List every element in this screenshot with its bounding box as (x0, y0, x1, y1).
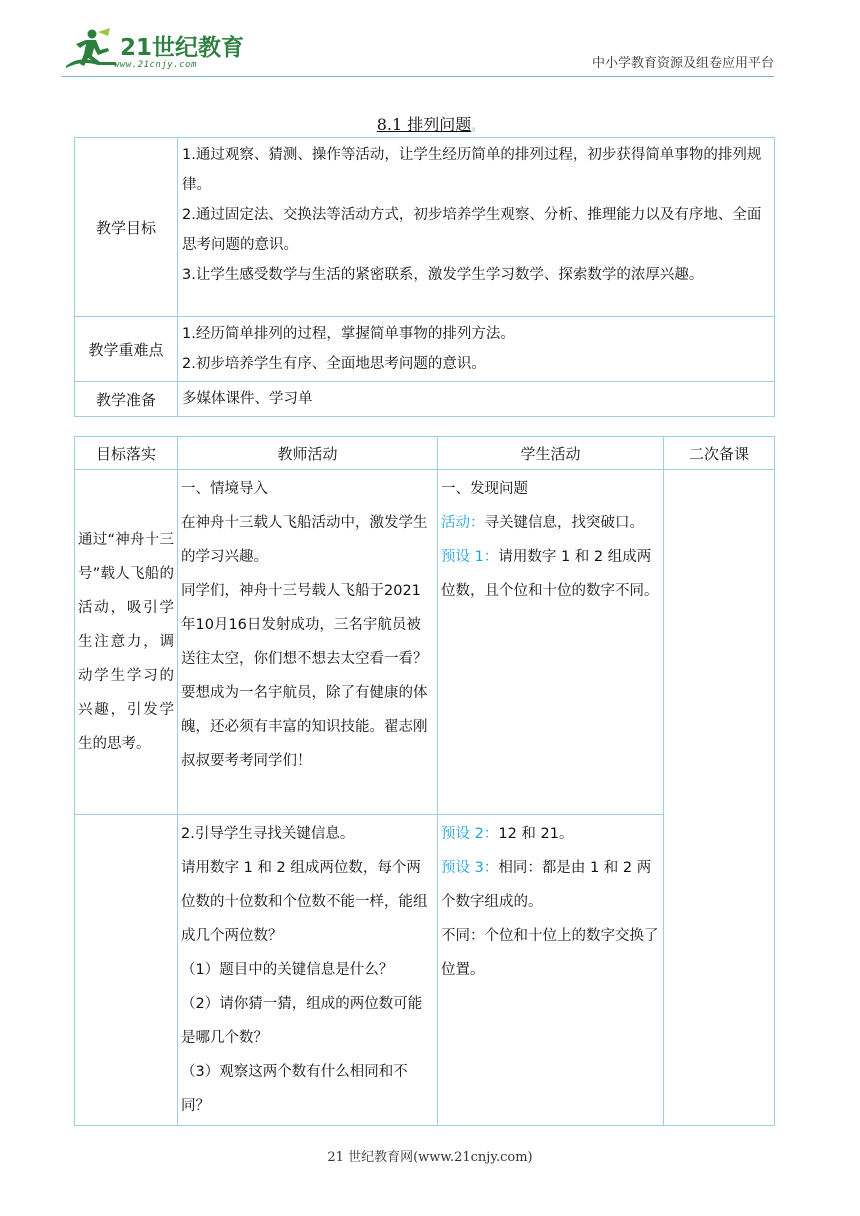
student-text: 不同：个位和十位上的数字交换了位置。 (441, 928, 659, 978)
teacher-heading: 一、情境导入 (181, 481, 268, 497)
page-header (0, 0, 860, 80)
key-points-label: 教学重难点 (75, 317, 178, 382)
platform-name: 中小学教育资源及组卷应用平台 (591, 56, 774, 71)
preparation-item: 多媒体课件、学习单 (182, 391, 313, 407)
objectives-table (74, 137, 775, 417)
title-mark: 。 (471, 119, 484, 133)
preset-text: 12 和 21。 (498, 826, 574, 842)
preset-text: 请用数字 1 和 2 组成两位数，且个位和十位的数字不同。 (441, 549, 659, 599)
student-heading: 一、发现问题 (441, 481, 528, 497)
student-activity (441, 506, 660, 540)
teacher-cell (178, 815, 438, 1126)
student-preset (441, 851, 660, 919)
preset-tag: 预设 2： (441, 826, 499, 842)
logo-text: 21世纪教育 (120, 35, 245, 61)
goal-cell (75, 470, 178, 815)
column-header-student: 学生活动 (438, 437, 664, 470)
preparation-label: 教学准备 (75, 382, 178, 417)
activity-text: 寻关键信息，找突破口。 (484, 515, 644, 531)
student-preset (441, 817, 660, 851)
teacher-text: 请用数字 1 和 2 组成两位数，每个两位数的十位数和个位数不能一样，能组成几个两位数？ (181, 860, 428, 944)
teacher-question: （3）观察这两个数有什么相同和不同？ (181, 1064, 408, 1114)
notes-cell (664, 470, 775, 1126)
header-divider (62, 76, 774, 77)
objectives-row (75, 138, 775, 317)
logo-url: www.21cnjy.com (114, 60, 197, 70)
student-preset (441, 540, 660, 608)
objective-item: 1.通过观察、猜测、操作等活动，让学生经历简单的排列过程，初步获得简单事物的排列规律。 (182, 147, 762, 193)
activity-tag: 活动： (441, 515, 485, 531)
goal-text: 通过“神舟十三号”载人飞船的活动，吸引学生注意力，调动学生学习的兴趣，引发学生的思考。 (78, 532, 174, 752)
teacher-question: （2）请你猜一猜，组成的两位数可能是哪几个数？ (181, 996, 423, 1046)
objective-item: 3.让学生感受数学与生活的紧密联系，激发学生学习数学、探索数学的浓厚兴趣。 (182, 267, 704, 283)
column-header-teacher: 教师活动 (178, 437, 438, 470)
teacher-cell (178, 470, 438, 815)
preset-tag: 预设 1： (441, 549, 499, 565)
preset-tag: 预设 3： (441, 860, 499, 876)
activity-table (74, 436, 775, 1126)
teacher-question: （1）题目中的关键信息是什么？ (181, 962, 394, 978)
running-man-icon (62, 28, 118, 74)
teacher-text: 同学们，神舟十三号载人飞船于2021年10月16日发射成功，三名宇航员被送往太空，你们想不想去太空看一看？要想成为一名宇航员，除了有健康的体魄，还必须有丰富的知识技能。翟志刚叔叔要考考同学们！ (181, 583, 428, 769)
activity-header-row (75, 437, 775, 470)
student-cell (438, 470, 664, 815)
teacher-text: 在神舟十三载人飞船活动中，激发学生的学习兴趣。 (181, 515, 428, 565)
lesson-title: 8.1 排列问题 (376, 115, 472, 134)
page-title (0, 112, 860, 135)
key-points-row (75, 317, 775, 382)
teacher-text: 2.引导学生寻找关键信息。 (181, 826, 355, 842)
page-footer: 21 世纪教育网(www.21cnjy.com) (327, 1150, 533, 1165)
key-point-item: 2.初步培养学生有序、全面地思考问题的意识。 (182, 356, 486, 372)
goal-cell-empty (75, 815, 178, 1126)
site-logo[interactable] (62, 28, 245, 76)
column-header-notes: 二次备课 (664, 437, 775, 470)
activity-row-intro (75, 470, 775, 815)
preparation-content (178, 382, 775, 417)
objectives-content (178, 138, 775, 317)
objective-item: 2.通过固定法、交换法等活动方式，初步培养学生观察、分析、推理能力以及有序地、全面思考问题的意识。 (182, 207, 762, 253)
student-cell (438, 815, 664, 1126)
preset-text: 相同：都是由 1 和 2 两个数字组成的。 (441, 860, 652, 910)
key-point-item: 1.经历简单排列的过程，掌握简单事物的排列方法。 (182, 326, 515, 342)
key-points-content (178, 317, 775, 382)
column-header-goal: 目标落实 (75, 437, 178, 470)
objectives-label: 教学目标 (75, 138, 178, 317)
preparation-row (75, 382, 775, 417)
